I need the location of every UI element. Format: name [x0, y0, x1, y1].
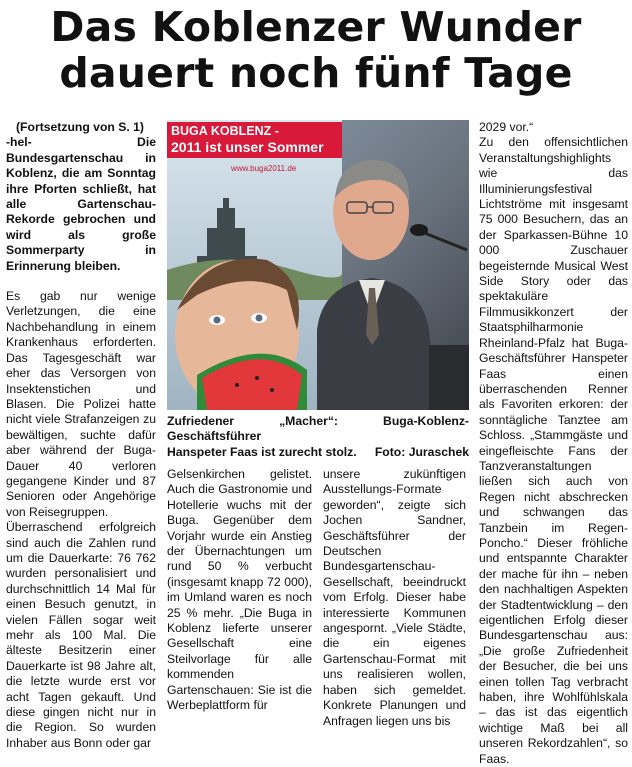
girl-with-watermelon [175, 259, 307, 410]
banner-line-1: BUGA KOBLENZ - [171, 124, 279, 138]
lead-text: -hel- Die Bundesgartenschau in Koblenz, die am Sonntag ihre Pforten schließt, hat alle Gartenschau-Rekorde gebrochen und wird als große Sommerparty in Erinnerung bleiben. [6, 135, 156, 273]
banner-line-2: 2011 ist unser Sommer [171, 139, 324, 155]
paragraph-gastronomy: Gelsenkirchen gelistet. Auch die Gastronomie und Hotellerie wuchs mit der Buga. Gegenüber dem Vorjahr wurde ein Anstieg der Übernachtungen um rund 50 % verbucht (insgesamt knapp 72 000), im Umland waren es noch 25 % mehr. „Die Buga in Koblenz lieferte unserer Gesellschaft eine Steilvorlage für alle kommenden Gartenschauen: Sie ist die Werbeplattform für [167, 467, 312, 713]
banner-url: www.buga2011.de [231, 164, 297, 173]
buga-banner [167, 122, 342, 158]
continuation-note: (Fortsetzung von S. 1) [16, 120, 144, 134]
lectern [429, 345, 469, 410]
headline [0, 4, 632, 96]
paragraph-injuries: Es gab nur wenige Verletzungen, die eine Nachbehandlung in einem Krankenhaus erforderten. Das Tagesgeschäft war eher das Versorgen von Insektenstichen und Blasen. Die Polizei hatte nicht viele Strafanzeigen zu bewältigen, suchte dafür aber während der Buga-Dauer 40 verloren gegangene Kinder und 87 Senioren oder Angehörige von Reisegruppen. [6, 289, 156, 519]
headline-line-2: dauert noch fünf Tage [59, 49, 573, 97]
article-column-3 [323, 467, 466, 729]
article-photo [167, 120, 469, 410]
article-column-1 [6, 120, 156, 751]
photo-credit: Foto: Juraschek [374, 444, 469, 459]
paragraph-quote-end: 2029 vor.“ [479, 120, 534, 134]
caption-line-1: Zufriedener „Macher“: Buga-Koblenz-Geschäftsführer [167, 414, 469, 444]
caption-line-2: Hanspeter Faas ist zurecht stolz. [167, 444, 357, 459]
lead-paragraph [6, 120, 156, 274]
article-column-2 [167, 467, 312, 714]
paragraph-highlights: Zu den offensichtlichen Veranstaltungshighlights wie das Illuminierungsfestival Lichtströme mit insgesamt 75 000 Besuchern, das an der Sparkassen-Bühne 10 000 Zuschauer begeisternde Musical West Side Story oder das spektakuläre Filmmusikkonzert der Staatsphilharmonie Rheinland-Pfalz hat Buga-Geschäftsführer Hanspeter Faas einen überraschenden Renner als Favoriten erkoren: der sonntägliche Tanztee am Schloss. „Stammgäste und eingefleischte Fans der Tanzveranstaltungen ließen sich auch von Regen nicht abschrecken und schwangen das Tanzbein im Regen-Poncho.“ Dieser fröhliche und entspannte Charakter der mache für ihn – neben den nachhaltigen Aspekten der Stadtentwicklung – den eigentlichen Erfolg dieser Bundesgartenschau aus: „Die große Zufriedenheit der Besucher, die bei uns einen tollen Tag verbracht haben, ihre Wohlfühlskala – das ist das eigentlich wichtige Maß bei all unseren Rekordzahlen“, so Faas. [479, 135, 628, 766]
paragraph-sandner-quote: unsere zukünftigen Ausstellungs-Formate geworden“, zeigte sich Jochen Sandner, Geschäftsführer der Deutschen Bundesgartenschau-Gesellschaft, beeindruckt vom Erfolg. Dieser habe interessierte Kommunen angespornt. „Viele Städte, die ein eigenes Gartenschau-Format mit uns realisieren wollen, haben sich gemeldet. Konkrete Planungen und Anfragen liegen uns bis [323, 467, 466, 728]
paragraph-season-ticket: Überraschend erfolgreich sind auch die Zahlen rund um die Dauerkarte: 76 762 wurden personalisiert und durchschnittlich 14 Mal für einen Besuch genutzt, in vielen Fällen sogar weit mehr als 100 Mal. Die älteste Besitzerin einer Dauerkarte ist 98 Jahre alt, die letzte wurde erst vor acht Tagen gekauft. Und diese gingen nicht nur in die Region. So wurden Inhaber aus Bonn oder gar [6, 520, 156, 750]
photo-caption [167, 414, 469, 460]
headline-line-1: Das Koblenzer Wunder [50, 3, 582, 51]
article-column-4 [479, 120, 628, 767]
